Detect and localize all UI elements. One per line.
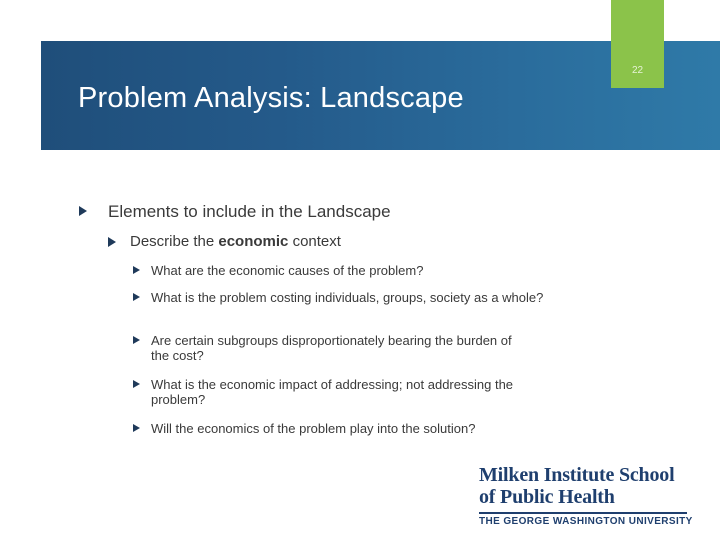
bullet-arrow-icon — [133, 293, 140, 301]
bullet-text: What is the problem costing individuals, groups, society as a whole? — [151, 290, 544, 305]
logo-divider — [479, 512, 687, 514]
bullet-level1 — [79, 202, 391, 222]
bullet-level3 — [133, 333, 563, 363]
logo-university: THE GEORGE WASHINGTON UNIVERSITY — [479, 516, 693, 527]
bullet-text-suffix: context — [288, 233, 341, 250]
bullet-arrow-icon — [133, 380, 140, 388]
bullet-level3 — [133, 290, 563, 305]
slide-number: 22 — [631, 65, 644, 76]
bullet-text: What is the economic impact of addressing; not addressing the problem? — [151, 377, 514, 407]
bullet-level3 — [133, 377, 563, 407]
bullet-arrow-icon — [133, 424, 140, 432]
bullet-text: Will the economics of the problem play into the solution? — [151, 421, 476, 436]
bullet-level3 — [133, 263, 563, 278]
bullet-text-prefix: Describe the — [130, 233, 219, 250]
bullet-text — [130, 233, 341, 250]
bullet-arrow-icon — [79, 206, 87, 216]
bullet-text: What are the economic causes of the problem? — [151, 263, 424, 278]
bullet-text: Are certain subgroups disproportionately bearing the burden of the cost? — [151, 333, 512, 363]
bullet-text-bold: economic — [218, 233, 289, 250]
logo-line-1: Milken Institute School — [479, 464, 675, 486]
milken-institute-logo — [479, 464, 693, 527]
bullet-level3 — [133, 421, 563, 436]
bullet-arrow-icon — [133, 266, 140, 274]
bullet-level2 — [108, 233, 341, 250]
bullet-arrow-icon — [133, 336, 140, 344]
bullet-arrow-icon — [108, 237, 116, 247]
logo-line-2: of Public Health — [479, 486, 615, 508]
bullet-text: Elements to include in the Landscape — [108, 202, 391, 221]
slide-title: Problem Analysis: Landscape — [78, 82, 464, 114]
